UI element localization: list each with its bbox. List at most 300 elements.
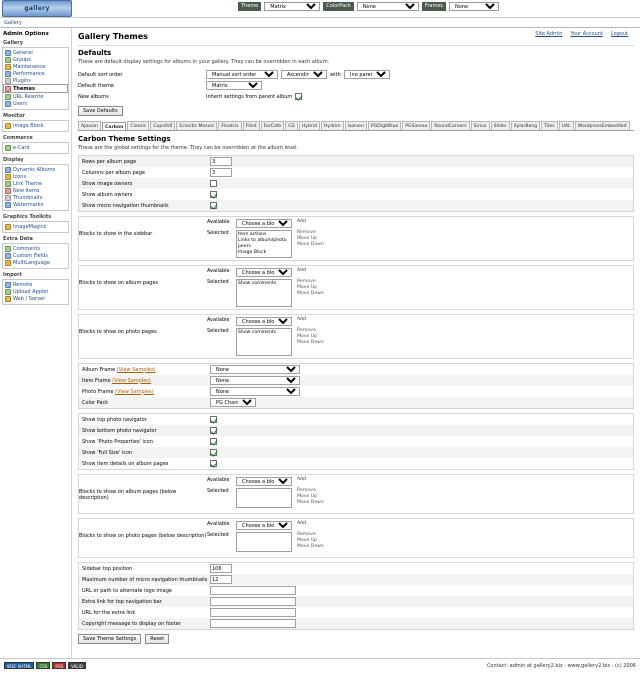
color-pack-row	[79, 397, 633, 408]
album-blocks-section	[78, 265, 634, 310]
show-album-owners-checkbox[interactable]	[210, 191, 217, 198]
sidebar-item-imagemagick[interactable]	[3, 223, 68, 230]
tab-ual[interactable]: UAL	[559, 121, 574, 130]
w3c-xhtml-badge[interactable]: W3C XHTML	[4, 662, 34, 669]
page-footer	[0, 658, 640, 672]
photo-blocks-row	[79, 315, 633, 358]
sidebar-group-gallery: Gallery	[3, 40, 24, 46]
available-blocks-select[interactable]	[236, 317, 292, 326]
validation-badges	[4, 662, 86, 669]
sidebar-box-gallery	[2, 47, 69, 110]
list-actions	[295, 279, 324, 296]
default-sort-order-select[interactable]	[206, 70, 278, 79]
selected-line	[207, 488, 324, 508]
theme-settings-heading: Carbon Theme Settings	[78, 135, 171, 143]
list-item[interactable]: Show comments	[238, 330, 277, 335]
sidebar-group-import: Import	[3, 272, 22, 278]
move-down-button[interactable]: Move Down	[297, 291, 324, 296]
album-blocks-picker	[207, 268, 324, 307]
save-theme-settings-button[interactable]: Save Theme Settings	[78, 634, 141, 644]
remove-block-button[interactable]: Remove	[297, 488, 316, 493]
new-albums-value: Inherit settings from parent album	[206, 93, 293, 100]
selected-blocks-list[interactable]	[236, 230, 292, 258]
web-icon	[5, 296, 11, 302]
sidebar-box-graphics	[2, 221, 69, 233]
list-item[interactable]: Item actions	[238, 232, 267, 237]
add-block-button[interactable]: Add	[297, 477, 306, 482]
valid-badge[interactable]: VALID	[68, 662, 86, 669]
tab-pgsienna[interactable]: PGSienna	[402, 121, 430, 130]
theme-selector-bar	[238, 2, 499, 11]
show-image-owners-row	[79, 178, 633, 189]
sidebar-item-maintenance[interactable]	[3, 63, 68, 70]
photo-frame-label	[82, 389, 210, 395]
extra-link-row	[79, 596, 633, 607]
frames-section	[78, 363, 634, 409]
list-item[interactable]: Image Block	[238, 250, 267, 255]
tab-tiles[interactable]: Tiles	[541, 121, 557, 130]
sidebar-item-label: Web / Server	[13, 295, 46, 302]
photo-blocks-below-picker	[207, 521, 324, 555]
show-item-details-label: Show item details on album pages	[82, 460, 169, 467]
max-micro-thumbs-input[interactable]	[210, 575, 232, 584]
frames-select[interactable]	[449, 2, 499, 11]
theme-icon	[5, 86, 11, 92]
selected-blocks-list[interactable]	[236, 488, 292, 508]
sidebar-item-label: Watermarks	[13, 201, 44, 208]
theme-settings-description: These are the global settings for the theme. They can be overridden at the album level.	[78, 145, 299, 151]
sidebar-item-watermarks[interactable]	[3, 201, 68, 208]
available-line	[207, 317, 324, 326]
remove-block-button[interactable]: Remove	[297, 328, 316, 333]
item-frame-select[interactable]	[210, 376, 300, 385]
main-content	[72, 28, 640, 658]
photo-blocks-below-section	[78, 518, 634, 558]
tab-sylarbang[interactable]: SylarBang	[511, 121, 540, 130]
sidebar-item-label: Image Block	[13, 122, 44, 129]
tab-cupidvii[interactable]: CupidVII	[150, 121, 175, 130]
album-blocks-below-section	[78, 474, 634, 514]
defaults-actions	[78, 106, 634, 116]
sidebar-blocks-section	[78, 216, 634, 261]
item-frame-samples-link[interactable]: (View Samples)	[112, 377, 151, 384]
tab-flind[interactable]: Flind	[243, 121, 260, 130]
show-item-details-checkbox[interactable]	[210, 460, 217, 467]
photo-frame-samples-link[interactable]: (View Samples)	[115, 388, 154, 395]
max-micro-thumbs-label: Maximum number of micro navigation thumbnails	[82, 576, 208, 583]
move-down-button[interactable]: Move Down	[297, 544, 324, 549]
extra-link-url-label: URL for the extra link	[82, 609, 136, 616]
album-frame-text: Album Frame	[82, 366, 116, 373]
colorpack-select[interactable]	[357, 2, 419, 11]
extra-link-label: Extra link for top navigation bar	[82, 598, 162, 605]
photo-blocks-picker	[207, 317, 324, 356]
sidebar-item-label: e-Card	[13, 144, 30, 151]
theme-select[interactable]	[264, 2, 320, 11]
sidebar-top-position-input[interactable]	[210, 564, 232, 573]
sidebar-item-label: Plugins	[13, 77, 31, 84]
group-icon	[5, 57, 11, 63]
tab-eclectic-mosaic[interactable]: Eclectic Mosaic	[176, 121, 217, 130]
sidebar-box-commerce	[2, 142, 69, 154]
move-up-button[interactable]: Move Up	[297, 494, 318, 499]
new-albums-checkbox[interactable]	[295, 93, 302, 100]
link-icon	[5, 94, 11, 100]
selected-label: Selected	[207, 532, 229, 538]
list-actions	[295, 328, 324, 345]
lang-icon	[5, 260, 11, 266]
album-frame-label	[82, 367, 210, 373]
sidebar-box-monitor	[2, 120, 69, 132]
show-micro-nav-row	[79, 200, 633, 211]
show-full-size-icon-label: Show 'Full Size' icon	[82, 449, 133, 456]
available-line	[207, 219, 324, 228]
sidebar-item-web-server[interactable]	[3, 295, 68, 302]
sidebar-item-custom-fields[interactable]	[3, 252, 68, 259]
remove-block-button[interactable]: Remove	[297, 279, 316, 284]
sidebar-item-label: URL Rewrite	[13, 93, 44, 100]
breadcrumb-bar	[0, 18, 640, 28]
move-down-button[interactable]: Move Down	[297, 340, 324, 345]
alt-logo-url-row	[79, 585, 633, 596]
sidebar-item-label: Thumbnails	[13, 194, 43, 201]
sidebar-group-monitor: Monitor	[3, 113, 25, 119]
defaults-heading: Defaults	[78, 49, 112, 57]
photo-frame-row	[79, 386, 633, 397]
link-icon	[5, 181, 11, 187]
css-badge[interactable]: CSS	[36, 662, 50, 669]
speed-icon	[5, 71, 11, 77]
photo-blocks-label: Blocks to show on photo pages	[79, 329, 157, 335]
sidebar-item-remote[interactable]	[3, 281, 68, 288]
show-bottom-photo-navigator-row	[79, 425, 633, 436]
tab-pgdigitblue[interactable]: PGDigitBlue	[368, 121, 401, 130]
sort-direction-select[interactable]	[281, 70, 327, 79]
sidebar-item-plugins[interactable]	[3, 77, 68, 84]
item-frame-row	[79, 375, 633, 386]
divider	[78, 45, 634, 46]
available-label: Available	[207, 477, 230, 483]
copyright-message-input[interactable]	[210, 619, 296, 628]
rows-per-page-input[interactable]	[210, 157, 232, 166]
sidebar-group-extra-data: Extra Data	[3, 236, 33, 242]
card-icon	[5, 145, 11, 151]
sidebar-item-comments[interactable]	[3, 245, 68, 252]
album-blocks-below-row	[79, 475, 633, 513]
available-line	[207, 521, 324, 530]
defaults-description: These are default display settings for albums in your gallery. They can be overridden in each album.	[78, 59, 330, 65]
sidebar-item-label: MultiLanguage	[13, 259, 50, 266]
copyright-message-label: Copyright message to display on footer	[82, 620, 181, 627]
footer-text: Contact: admin at gallery2.biz - www.gallery2.biz - (c) 2006	[486, 662, 636, 669]
show-top-photo-navigator-checkbox[interactable]	[210, 416, 217, 423]
colorpack-label: ColorPack	[323, 2, 354, 11]
sidebar-title: Admin Options	[3, 31, 49, 37]
breadcrumb[interactable]: Gallery	[4, 19, 22, 26]
item-frame-label	[82, 378, 210, 384]
selected-label: Selected	[207, 488, 229, 494]
photo-blocks-below-label: Blocks to show on photo pages (below description)	[79, 533, 207, 539]
sidebar-item-url-rewrite[interactable]	[3, 93, 68, 100]
wrench-icon	[5, 64, 11, 70]
theme-settings-actions	[78, 634, 634, 644]
gallery-logo	[2, 0, 72, 17]
available-label: Available	[207, 521, 230, 527]
available-blocks-select[interactable]	[236, 268, 292, 277]
sidebar-item-label: Link Theme	[13, 180, 43, 187]
show-image-owners-label: Show image owners	[82, 180, 133, 187]
toggles-section	[78, 413, 634, 470]
album-icon	[5, 167, 11, 173]
tab-isolven[interactable]: Isolven	[345, 121, 367, 130]
sidebar-blocks-picker	[207, 219, 324, 258]
icons-icon	[5, 174, 11, 180]
selected-line	[207, 230, 324, 258]
album-frame-samples-link[interactable]: (View Samples)	[116, 366, 156, 373]
album-blocks-below-picker	[207, 477, 324, 511]
sidebar-item-new-items[interactable]	[3, 187, 68, 194]
sidebar-item-general[interactable]	[3, 49, 68, 56]
move-down-button[interactable]: Move Down	[297, 242, 324, 247]
sidebar-item-label: Themes	[13, 85, 35, 92]
sidebar-item-label: Comments	[13, 245, 41, 252]
album-frame-select[interactable]	[210, 365, 300, 374]
new-albums-row	[78, 91, 634, 102]
selected-blocks-list[interactable]	[236, 279, 292, 307]
show-full-size-icon-checkbox[interactable]	[210, 449, 217, 456]
tab-wordpressembedded[interactable]: WordpressEmbedded	[575, 121, 630, 130]
tab-g3[interactable]: G3	[285, 121, 297, 130]
tab-forcafe[interactable]: ForCafe	[261, 121, 285, 130]
columns-per-page-label: Columns per album page	[82, 169, 145, 176]
remove-block-button[interactable]: Remove	[297, 532, 316, 537]
sidebar-item-performance[interactable]	[3, 70, 68, 77]
text-fields-section	[78, 562, 634, 630]
default-theme-label: Default theme	[78, 82, 115, 89]
reset-button[interactable]: Reset	[145, 634, 169, 644]
show-bottom-photo-navigator-label: Show bottom photo navigator	[82, 427, 157, 434]
tab-carbon[interactable]: Carbon	[102, 122, 126, 131]
show-top-photo-navigator-row	[79, 414, 633, 425]
album-blocks-below-label: Blocks to show on album pages (below description)	[79, 489, 177, 501]
thumb-icon	[5, 195, 11, 201]
selected-line	[207, 532, 324, 552]
sidebar-item-dynamic-albums[interactable]	[3, 166, 68, 173]
sidebar-item-label: Custom Fields	[13, 252, 48, 259]
copyright-message-row	[79, 618, 633, 629]
with-label: with	[330, 71, 341, 78]
sidebar-item-label: Dynamic Albums	[13, 166, 56, 173]
color-pack-select[interactable]	[210, 398, 256, 407]
show-photo-properties-icon-label: Show 'Photo Properties' icon	[82, 438, 153, 445]
alt-logo-url-label: URL or path to alternate logo image	[82, 587, 172, 594]
add-block-button[interactable]: Add	[297, 317, 306, 322]
available-label: Available	[207, 268, 230, 274]
tab-siriux[interactable]: Siriux	[471, 121, 490, 130]
remote-icon	[5, 282, 11, 288]
tab-roundcorners[interactable]: RoundCorners	[431, 121, 469, 130]
default-theme-row	[78, 80, 634, 91]
sidebar-item-icons[interactable]	[3, 173, 68, 180]
site-admin-link[interactable]: Site Admin	[535, 31, 563, 37]
plug-icon	[5, 78, 11, 84]
default-theme-select[interactable]	[206, 81, 262, 90]
max-micro-thumbs-row	[79, 574, 633, 585]
rss-badge[interactable]: RSS	[52, 662, 66, 669]
comment-icon	[5, 246, 11, 252]
default-sort-order-row	[78, 69, 634, 80]
add-block-button[interactable]: Add	[297, 521, 306, 526]
selected-line	[207, 328, 324, 356]
upload-icon	[5, 289, 11, 295]
sidebar-blocks-label: Blocks to show in the sidebar	[79, 231, 153, 237]
move-up-button[interactable]: Move Up	[297, 285, 318, 290]
show-photo-properties-icon-checkbox[interactable]	[210, 438, 217, 445]
magick-icon	[5, 224, 11, 230]
available-blocks-select[interactable]	[236, 521, 292, 530]
show-top-photo-navigator-label: Show top photo navigator	[82, 416, 147, 423]
extra-link-url-input[interactable]	[210, 608, 296, 617]
show-micro-nav-checkbox[interactable]	[210, 202, 217, 209]
sidebar-group-display: Display	[3, 157, 24, 163]
watermark-icon	[5, 202, 11, 208]
list-actions	[295, 532, 324, 549]
gear-icon	[5, 50, 11, 56]
item-frame-text: Item Frame	[82, 377, 111, 384]
sidebar-item-label: Groups	[13, 56, 31, 63]
photo-frame-text: Photo Frame	[82, 388, 114, 395]
columns-per-page-input[interactable]	[210, 168, 232, 177]
sidebar-box-import	[2, 279, 69, 305]
page-title: Gallery Themes	[78, 32, 148, 41]
tab-ajaxian[interactable]: Ajaxian	[78, 121, 101, 130]
your-account-link[interactable]: Your Account	[570, 31, 603, 37]
sidebar-top-position-label: Sidebar top position	[82, 565, 133, 572]
sidebar-top-position-row	[79, 563, 633, 574]
move-up-button[interactable]: Move Up	[297, 538, 318, 543]
sidebar-item-themes[interactable]	[3, 84, 68, 93]
alt-logo-url-input[interactable]	[210, 586, 296, 595]
top-toolbar	[0, 0, 640, 18]
tab-hydrim[interactable]: Hydrim	[321, 121, 344, 130]
selected-label: Selected	[207, 230, 229, 236]
available-blocks-select[interactable]	[236, 477, 292, 486]
frames-label: Frames	[422, 2, 446, 11]
move-down-button[interactable]: Move Down	[297, 500, 324, 505]
show-album-owners-row	[79, 189, 633, 200]
show-full-size-icon-row	[79, 447, 633, 458]
sidebar-item-groups[interactable]	[3, 56, 68, 63]
show-item-details-row	[79, 458, 633, 469]
available-label: Available	[207, 219, 230, 225]
user-icon	[5, 101, 11, 107]
sidebar-box-extra-data	[2, 243, 69, 269]
list-actions	[295, 230, 324, 247]
sidebar-item-users[interactable]	[3, 100, 68, 107]
list-item[interactable]: Show comments	[238, 281, 277, 286]
add-block-button[interactable]: Add	[297, 219, 306, 224]
add-block-button[interactable]: Add	[297, 268, 306, 273]
available-blocks-select[interactable]	[236, 219, 292, 228]
show-bottom-photo-navigator-checkbox[interactable]	[210, 427, 217, 434]
photo-blocks-section	[78, 314, 634, 359]
selected-label: Selected	[207, 328, 229, 334]
sidebar-item-image-block[interactable]	[3, 122, 68, 129]
sidebar-item-label: General	[13, 49, 33, 56]
available-line	[207, 268, 324, 277]
album-blocks-row	[79, 266, 633, 309]
sidebar-item-label: Performance	[13, 70, 45, 77]
show-image-owners-checkbox[interactable]	[210, 180, 217, 187]
theme-tabs	[78, 121, 634, 131]
default-sort-order-label: Default sort order	[78, 71, 123, 78]
sidebar-item-label: Remote	[13, 281, 33, 288]
remove-block-button[interactable]: Remove	[297, 230, 316, 235]
tab-hybrid[interactable]: Hybrid	[299, 121, 320, 130]
album-blocks-label: Blocks to show on album pages	[79, 280, 159, 286]
sidebar-item-thumbnails[interactable]	[3, 194, 68, 201]
extra-link-url-row	[79, 607, 633, 618]
logout-link[interactable]: Logout	[610, 31, 628, 37]
sidebar-item-label: Maintenance	[13, 63, 46, 70]
sidebar-item-link-theme[interactable]	[3, 180, 68, 187]
sidebar-item-ecard[interactable]	[3, 144, 68, 151]
selected-blocks-list[interactable]	[236, 532, 292, 552]
tab-classic[interactable]: Classic	[127, 121, 149, 130]
sort-parent-select[interactable]	[344, 70, 390, 79]
sidebar-group-graphics-toolkits: Graphics Toolkits	[3, 214, 52, 220]
color-pack-label: Color Pack	[82, 399, 109, 406]
header-links	[535, 31, 628, 37]
rows-per-page-label: Rows per album page	[82, 158, 137, 165]
selected-line	[207, 279, 324, 307]
selected-label: Selected	[207, 279, 229, 285]
move-up-button[interactable]: Move Up	[297, 236, 318, 241]
sidebar-box-display	[2, 164, 69, 211]
tab-slider[interactable]: Slider	[491, 121, 510, 130]
show-album-owners-label: Show album owners	[82, 191, 133, 198]
theme-label: Theme	[238, 2, 261, 11]
field-icon	[5, 253, 11, 259]
sidebar-item-multilanguage[interactable]	[3, 259, 68, 266]
sidebar-item-label: Users	[13, 100, 28, 107]
available-label: Available	[207, 317, 230, 323]
sidebar-item-label: Upload Applet	[13, 288, 49, 295]
rows-per-page-row	[79, 156, 633, 167]
new-albums-label: New albums	[78, 93, 109, 100]
image-icon	[5, 123, 11, 129]
new-icon	[5, 188, 11, 194]
move-up-button[interactable]: Move Up	[297, 334, 318, 339]
admin-sidebar	[0, 28, 72, 658]
extra-link-input[interactable]	[210, 597, 296, 606]
sidebar-item-upload-applet[interactable]	[3, 288, 68, 295]
sidebar-item-label: New Items	[13, 187, 40, 194]
sidebar-item-label: ImageMagick	[13, 223, 47, 230]
tab-floatrix[interactable]: Floatrix	[218, 121, 241, 130]
logo-text: gallery	[24, 5, 50, 12]
list-item[interactable]: Links to album/photo peers	[238, 238, 287, 249]
selected-blocks-list[interactable]	[236, 328, 292, 356]
photo-frame-select[interactable]	[210, 387, 300, 396]
columns-per-page-row	[79, 167, 633, 178]
sidebar-item-label: Icons	[13, 173, 27, 180]
list-actions	[295, 488, 324, 505]
sidebar-blocks-row	[79, 217, 633, 260]
sidebar-group-commerce: Commerce	[3, 135, 33, 141]
photo-blocks-below-row	[79, 519, 633, 557]
save-defaults-button[interactable]: Save Defaults	[78, 106, 123, 116]
